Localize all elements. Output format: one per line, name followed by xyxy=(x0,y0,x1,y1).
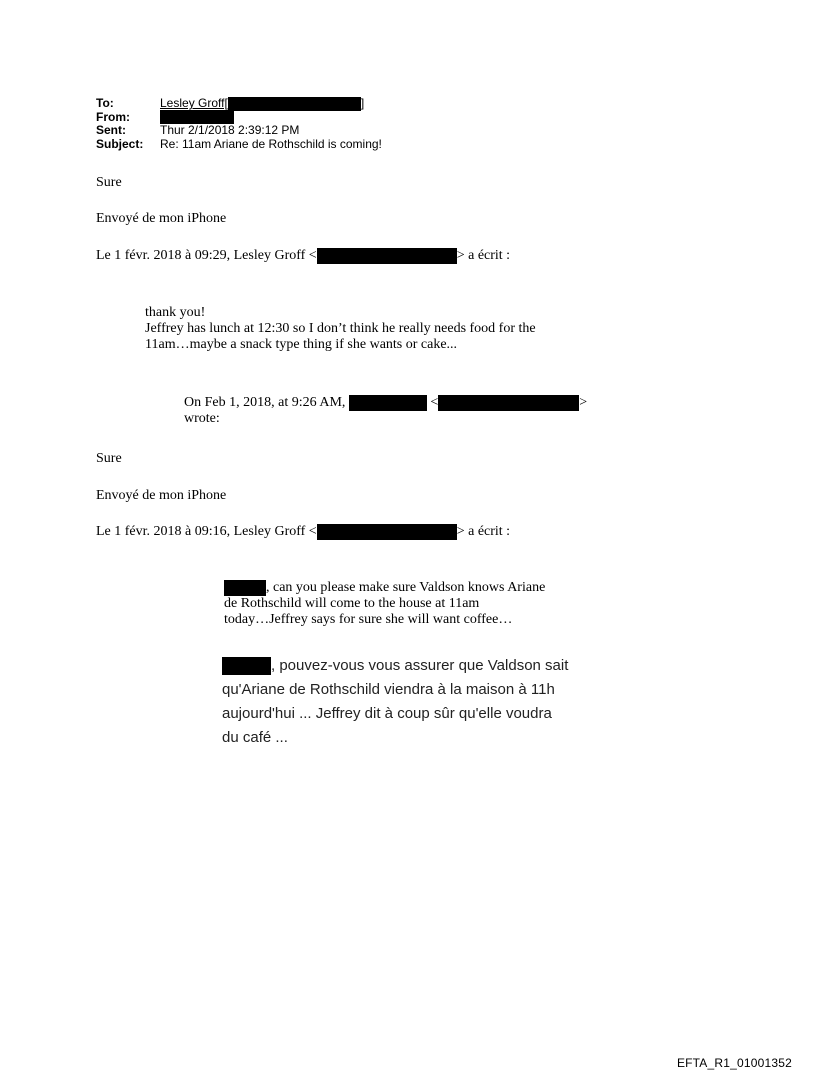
attribution-suffix: > a écrit : xyxy=(456,524,511,540)
original-message-en xyxy=(224,580,545,628)
message-line: de Rothschild will come to the house at 11am xyxy=(224,596,480,612)
reply-text: Sure xyxy=(96,175,122,190)
bates-number: EFTA_R1_01001352 xyxy=(676,1056,792,1070)
redaction-block xyxy=(438,395,579,411)
redaction-block xyxy=(228,97,361,111)
sent-label: Sent: xyxy=(96,123,126,137)
lt-bracket: < xyxy=(430,395,439,411)
quoted-line: thank you! xyxy=(145,305,206,320)
attribution-text: Le 1 févr. 2018 à 09:16, Lesley Groff < xyxy=(96,524,317,540)
subject-row xyxy=(96,138,382,152)
on-wrote-text: On Feb 1, 2018, at 9:26 AM, xyxy=(184,395,346,411)
to-row xyxy=(96,97,382,111)
redaction-block xyxy=(222,657,271,675)
signature: Envoyé de mon iPhone xyxy=(96,211,227,226)
subject-value: Re: 11am Ariane de Rothschild is coming! xyxy=(160,136,382,151)
from-row xyxy=(96,111,382,125)
message-line: today…Jeffrey says for sure she will want coffee… xyxy=(224,612,513,628)
message-line: qu'Ariane de Rothschild viendra à la maison à 11h xyxy=(222,681,555,698)
from-label: From: xyxy=(96,109,130,124)
to-value[interactable]: Lesley Groff[ xyxy=(160,96,228,110)
message-line xyxy=(222,654,622,678)
message-line: aujourd'hui ... Jeffrey dit à coup sûr qu'elle voudra xyxy=(222,705,552,722)
to-close-bracket: ] xyxy=(360,96,365,110)
redaction-block xyxy=(317,524,457,540)
message-line xyxy=(224,580,545,596)
signature: Envoyé de mon iPhone xyxy=(96,488,227,503)
sent-value: Thur 2/1/2018 2:39:12 PM xyxy=(160,123,300,137)
on-wrote-line xyxy=(184,395,587,411)
attribution-text: Le 1 févr. 2018 à 09:29, Lesley Groff < xyxy=(96,248,317,264)
on-wrote-attribution xyxy=(184,395,587,427)
attribution-line xyxy=(96,524,510,540)
gt-bracket: > xyxy=(579,395,588,411)
subject-label: Subject: xyxy=(96,136,144,151)
original-message-fr xyxy=(222,654,622,750)
redaction-block xyxy=(224,580,266,596)
redaction-block xyxy=(317,248,457,264)
quoted-message xyxy=(145,305,536,353)
redaction-block xyxy=(349,395,427,411)
message-line: du café ... xyxy=(222,729,288,746)
email-header xyxy=(96,97,382,151)
message-text: , pouvez-vous vous assurer que Valdson sait xyxy=(271,657,569,674)
attribution-line xyxy=(96,248,510,264)
on-wrote-end: wrote: xyxy=(184,411,220,427)
reply-text: Sure xyxy=(96,451,122,466)
quoted-line: Jeffrey has lunch at 12:30 so I don’t think he really needs food for the xyxy=(145,321,536,336)
sent-row xyxy=(96,124,382,138)
to-label: To: xyxy=(96,96,114,110)
quoted-line: 11am…maybe a snack type thing if she wants or cake... xyxy=(145,337,458,352)
message-text: , can you please make sure Valdson knows Ariane xyxy=(266,580,546,596)
attribution-suffix: > a écrit : xyxy=(456,248,511,264)
